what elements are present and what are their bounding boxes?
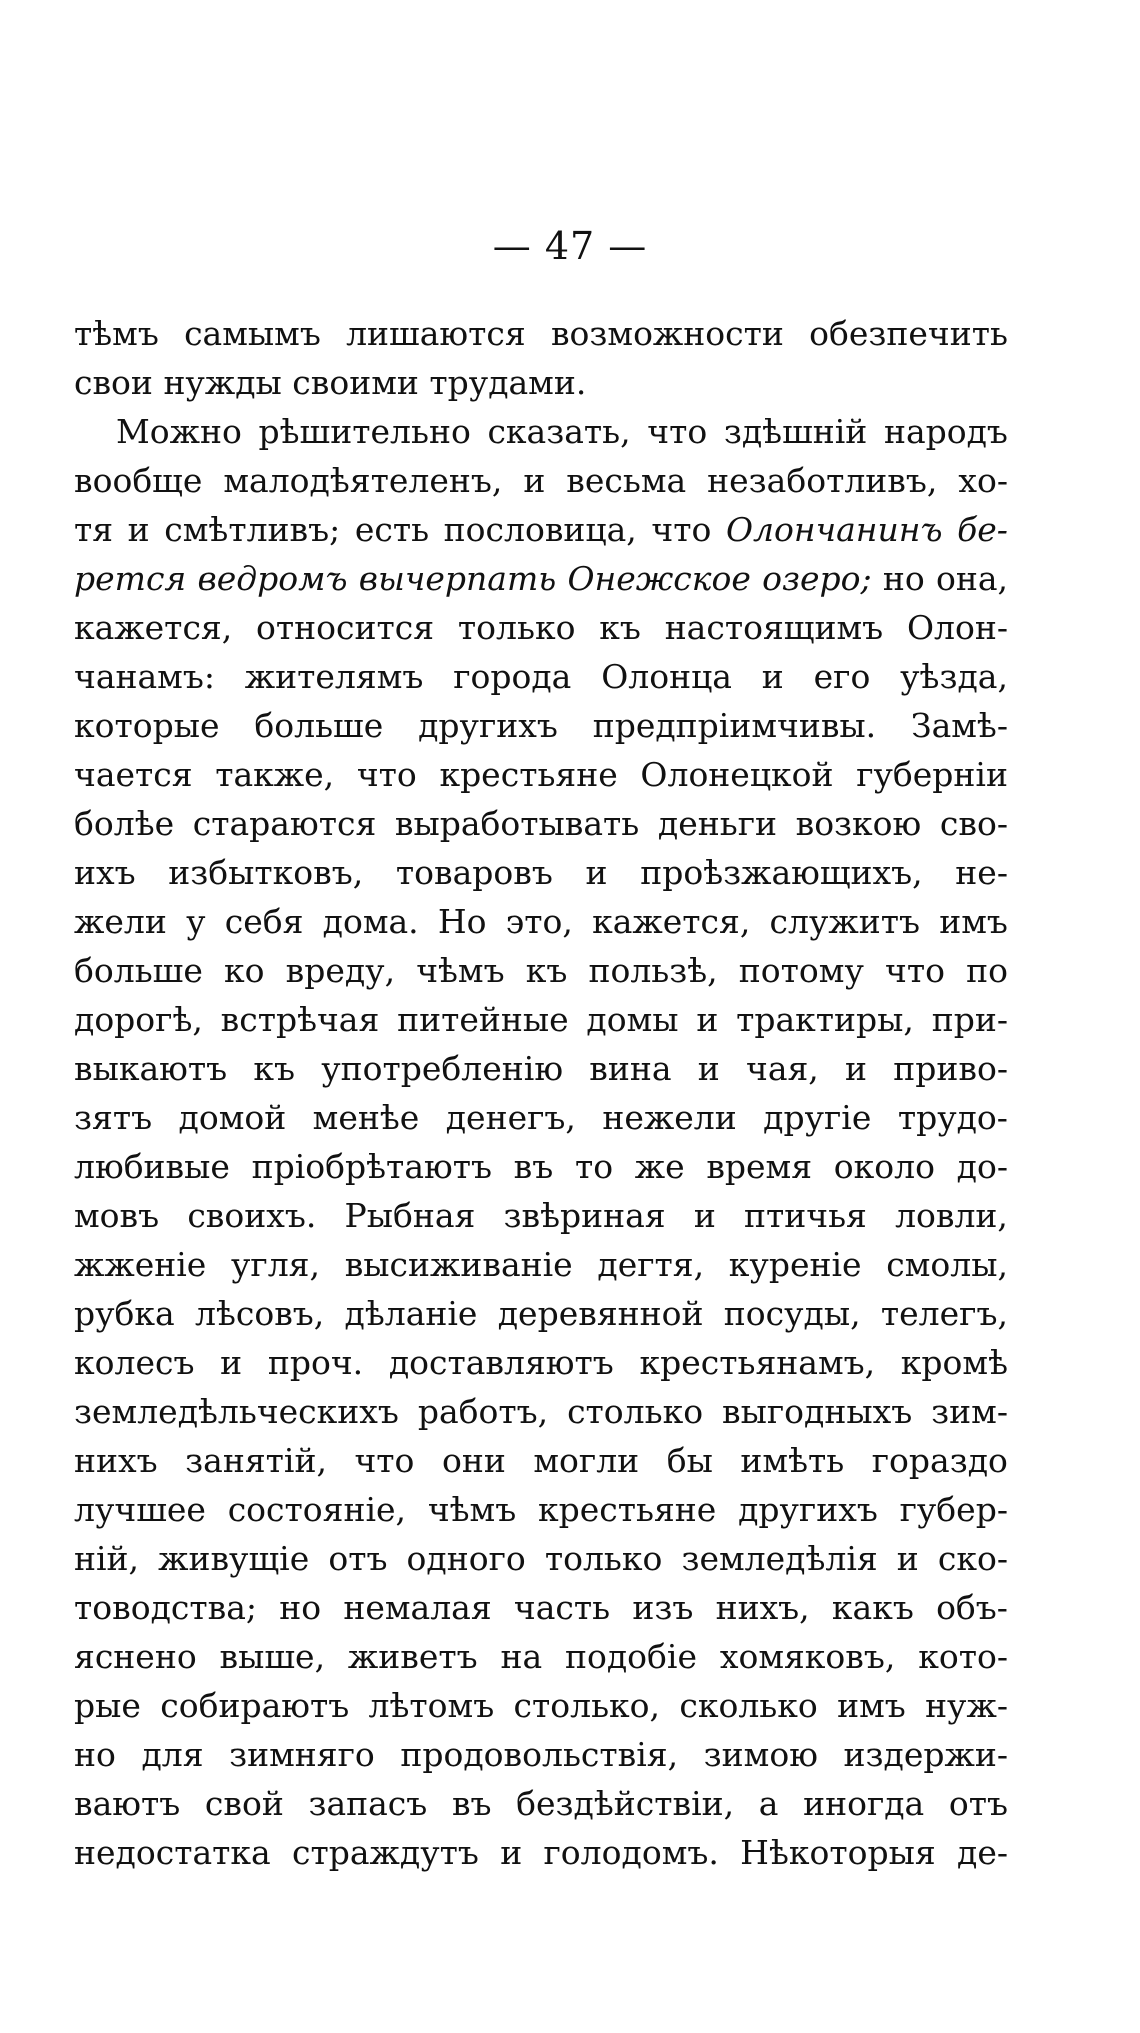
- text-line: тя и смѣтливъ; есть пословица, что Олончанинъ бе-: [74, 510, 1008, 549]
- text-line: недостатка страждутъ и голодомъ. Нѣкоторыя де-: [74, 1833, 1008, 1872]
- page-number: — 47 —: [492, 224, 648, 268]
- text-line: зятъ домой менѣе денегъ, нежели другіе трудо-: [74, 1098, 1008, 1137]
- text-line: больше ко вреду, чѣмъ къ пользѣ, потому что по: [74, 951, 1008, 990]
- text-line: кажется, относится только къ настоящимъ Олон-: [74, 608, 1008, 647]
- text-line: чается также, что крестьяне Олонецкой губерніи: [74, 755, 1008, 794]
- text-line: ваютъ свой запасъ въ бездѣйствіи, а иногда отъ: [74, 1784, 1008, 1823]
- text-line: любивые пріобрѣтаютъ въ то же время около до-: [74, 1147, 1008, 1186]
- text-line: лучшее состояніе, чѣмъ крестьяне другихъ губер-: [74, 1490, 1008, 1529]
- text-line: свои нужды своими трудами.: [74, 363, 587, 402]
- text-line: рубка лѣсовъ, дѣланіе деревянной посуды, телегъ,: [74, 1294, 1008, 1333]
- text-line: чанамъ: жителямъ города Олонца и его уѣзда,: [74, 657, 1008, 696]
- text-line: рые собираютъ лѣтомъ столько, сколько имъ нуж-: [74, 1686, 1008, 1725]
- text-line: вообще малодѣятеленъ, и весьма незаботливъ, хо-: [74, 461, 1008, 500]
- text-line: рется ведромъ вычерпать Онежское озеро; но она,: [74, 559, 1008, 598]
- text-line: земледѣльческихъ работъ, столько выгодныхъ зим-: [74, 1392, 1008, 1431]
- text-line: тѣмъ самымъ лишаются возможности обезпечить: [74, 314, 1008, 353]
- text-line: болѣе стараются выработывать деньги возкою сво-: [74, 804, 1008, 843]
- text-line: выкаютъ къ употребленію вина и чая, и приво-: [74, 1049, 1008, 1088]
- text-line: колесъ и проч. доставляютъ крестьянамъ, кромѣ: [74, 1343, 1008, 1382]
- text-line: жженіе угля, высиживаніе дегтя, куреніе смолы,: [74, 1245, 1008, 1284]
- text-line: яснено выше, живетъ на подобіе хомяковъ, кото-: [74, 1637, 1008, 1676]
- text-line: товодства; но немалая часть изъ нихъ, какъ объ-: [74, 1588, 1008, 1627]
- text-line: ихъ избытковъ, товаровъ и проѣзжающихъ, не-: [74, 853, 1008, 892]
- text-line: Можно рѣшительно сказать, что здѣшній народъ: [116, 412, 1008, 451]
- text-line: нихъ занятій, что они могли бы имѣть гораздо: [74, 1441, 1008, 1480]
- text-line: жели у себя дома. Но это, кажется, служитъ имъ: [74, 902, 1008, 941]
- text-line: мовъ своихъ. Рыбная звѣриная и птичья ловли,: [74, 1196, 1008, 1235]
- text-line: которые больше другихъ предпріимчивы. Замѣ-: [74, 706, 1008, 745]
- text-line: но для зимняго продовольствія, зимою издержи-: [74, 1735, 1008, 1774]
- text-line: дорогѣ, встрѣчая питейные домы и трактиры, при-: [74, 1000, 1008, 1039]
- text-line: ній, живущіе отъ одного только земледѣлія и ско-: [74, 1539, 1008, 1578]
- body-text: [74, 309, 1008, 1877]
